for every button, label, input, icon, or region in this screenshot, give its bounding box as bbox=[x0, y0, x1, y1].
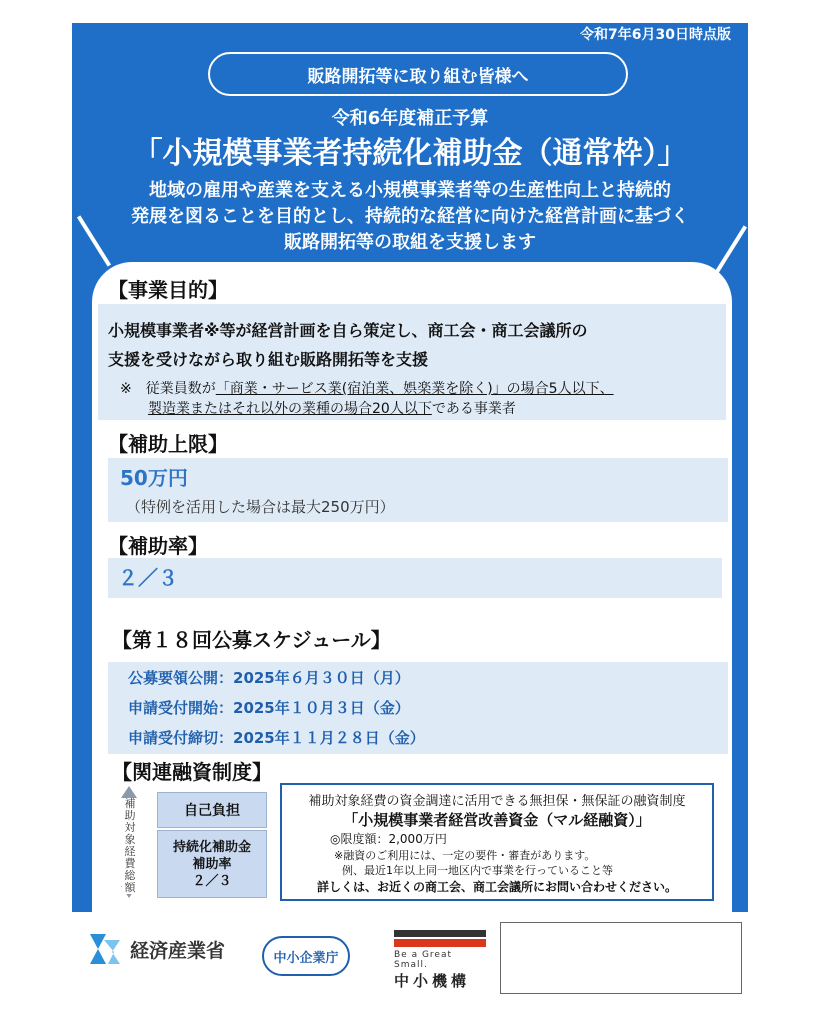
note-underline-2: 製造業またはそれ以外の業種の場合20人以下 bbox=[148, 401, 432, 417]
loan-name: 「小規模事業者経営改善資金（マル経融資）」 bbox=[343, 811, 651, 829]
purpose-line-1: 小規模事業者※等が経営計画を自ら策定し、商工会・商工会議所の bbox=[108, 321, 588, 340]
audience-text: 販路開拓等に取り組む皆様へ bbox=[307, 66, 529, 87]
loan-contact: 詳しくは、お近くの商工会、商工会議所にお問い合わせください。 bbox=[316, 880, 677, 894]
loan-note-1: ※融資のご利用には、一定の要件・審査があります。 bbox=[334, 849, 596, 862]
purpose-note-2 bbox=[148, 398, 516, 418]
smrj-bar-dark bbox=[394, 930, 486, 937]
smrj-name: 中小機構 bbox=[394, 972, 471, 990]
rate-heading: 【補助率】 bbox=[108, 534, 208, 558]
loan-intro: 補助対象経費の資金調達に活用できる無担保・無保証の融資制度 bbox=[308, 794, 686, 809]
schedule-item-publish: 公募要領公開：2025年６月３０日（月） bbox=[128, 669, 410, 687]
schedule-item-open: 申請受付開始：2025年１０月３日（金） bbox=[128, 699, 410, 717]
loan-limit: ◎限度額：2,000万円 bbox=[330, 832, 447, 846]
subtitle-line-2: 発展を図ることを目的とし、持続的な経営に向けた経営計画に基づく bbox=[131, 206, 689, 227]
finance-heading: 【関連融資制度】 bbox=[112, 760, 272, 784]
total-cost-vertical-label: 補助対象経費総額 bbox=[122, 798, 138, 894]
limit-heading: 【補助上限】 bbox=[108, 432, 228, 456]
self-burden-box bbox=[157, 792, 267, 828]
limit-amount: 50万円 bbox=[120, 466, 188, 490]
audience-banner bbox=[208, 52, 628, 96]
budget-label: 令和6年度補正予算 bbox=[331, 108, 489, 129]
page-title: 「小規模事業者持続化補助金（通常枠）」 bbox=[132, 136, 688, 171]
contact-stamp-box bbox=[500, 922, 742, 994]
subsidy-line-1: 持続化補助金 bbox=[172, 839, 251, 855]
subsidy-line-3: ２／３ bbox=[192, 873, 232, 889]
self-burden-label: 自己負担 bbox=[184, 803, 240, 819]
smrj-slogan: Be a Great Small. bbox=[394, 950, 453, 970]
meti-name: 経済産業省 bbox=[130, 939, 226, 962]
purpose-note-1 bbox=[120, 378, 614, 398]
subsidy-box bbox=[157, 830, 267, 898]
loan-note-2: 例、最近1年以上同一地区内で事業を行っていること等 bbox=[342, 864, 613, 877]
schedule-heading: 【第１８回公募スケジュール】 bbox=[112, 628, 391, 652]
loan-info-box bbox=[280, 783, 714, 901]
edition-date: 令和7年6月30日時点版 bbox=[580, 27, 731, 43]
limit-note: （特例を活用した場合は最大250万円） bbox=[126, 498, 395, 516]
subtitle-line-1: 地域の雇用や産業を支える小規模事業者等の生産性向上と持続的 bbox=[149, 180, 671, 201]
purpose-heading: 【事業目的】 bbox=[108, 278, 228, 302]
subtitle-line-3: 販路開拓等の取組を支援します bbox=[284, 232, 536, 253]
note-underline-1: 「商業・サービス業(宿泊業、娯楽業を除く)」の場合5人以下、 bbox=[215, 381, 614, 397]
meti-mark-icon bbox=[86, 930, 124, 968]
sme-agency-name: 中小企業庁 bbox=[273, 950, 339, 966]
subsidy-line-2: 補助率 bbox=[192, 856, 232, 872]
note-prefix: ※ 従業員数が bbox=[120, 381, 216, 397]
sme-agency-logo bbox=[262, 936, 350, 976]
rate-value: ２／３ bbox=[118, 566, 178, 590]
smrj-bar-red bbox=[394, 939, 486, 947]
smrj-logo bbox=[394, 930, 486, 991]
purpose-line-2: 支援を受けながら取り組む販路開拓等を支援 bbox=[108, 350, 429, 369]
meti-logo bbox=[86, 930, 225, 968]
rate-band bbox=[108, 558, 722, 598]
schedule-item-close: 申請受付締切：2025年１１月２８日（金） bbox=[128, 729, 425, 747]
note-suffix: である事業者 bbox=[431, 401, 516, 417]
